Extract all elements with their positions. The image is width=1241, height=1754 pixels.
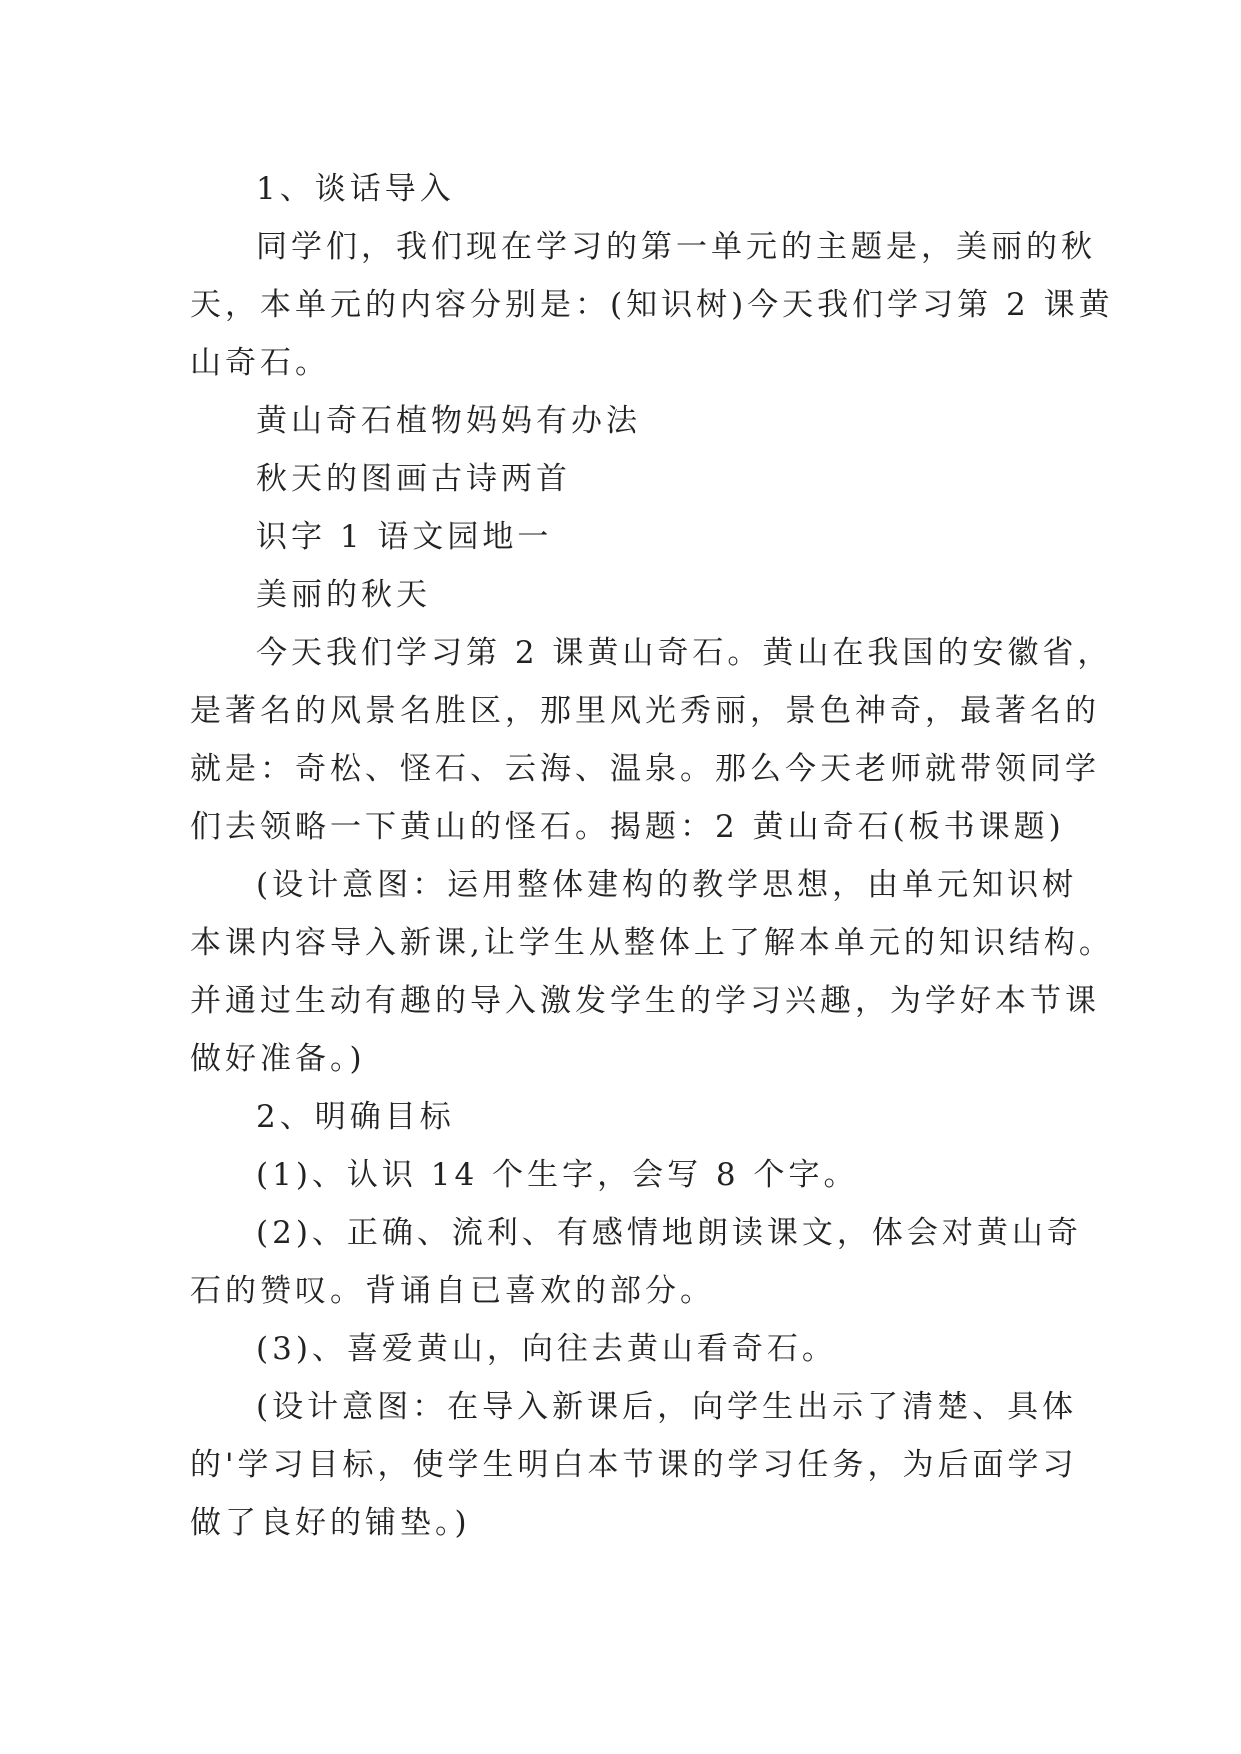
paragraph-line: 是著名的风景名胜区，那里风光秀丽，景色神奇，最著名的: [190, 693, 1100, 729]
unit-list-line: 秋天的图画古诗两首: [256, 461, 571, 497]
design-intent-line: 的'学习目标，使学生明白本节课的学习任务，为后面学习: [190, 1447, 1078, 1483]
document-body: [190, 160, 1114, 1552]
unit-list-line: 识字 1 语文园地一: [256, 519, 553, 555]
objective-line: (1)、认识 14 个生字，会写 8 个字。: [256, 1157, 859, 1193]
heading-objectives: 2、明确目标: [256, 1099, 455, 1135]
objective-line: (3)、喜爱黄山，向往去黄山看奇石。: [256, 1331, 837, 1367]
heading-introduction: 1、谈话导入: [256, 171, 455, 207]
design-intent-line: 做好准备。): [190, 1041, 366, 1077]
paragraph-line: 今天我们学习第 2 课黄山奇石。黄山在我国的安徽省，: [256, 635, 1113, 671]
design-intent-line: (设计意图：运用整体建构的教学思想，由单元知识树: [256, 867, 1078, 903]
objective-line: 石的赞叹。背诵自已喜欢的部分。: [190, 1273, 715, 1309]
unit-list-line: 美丽的秋天: [256, 577, 431, 613]
design-intent-line: 做了良好的铺垫。): [190, 1505, 471, 1541]
paragraph-line: 天，本单元的内容分别是：(知识树)今天我们学习第 2 课黄: [190, 287, 1114, 323]
paragraph-line: 就是：奇松、怪石、云海、温泉。那么今天老师就带领同学: [190, 751, 1100, 787]
paragraph-line: 同学们，我们现在学习的第一单元的主题是，美丽的秋: [256, 229, 1096, 265]
unit-list-line: 黄山奇石植物妈妈有办法: [256, 403, 641, 439]
paragraph-line: 们去领略一下黄山的怪石。揭题：2 黄山奇石(板书课题): [190, 809, 1065, 845]
objective-line: (2)、正确、流利、有感情地朗读课文，体会对黄山奇: [256, 1215, 1082, 1251]
design-intent-line: 并通过生动有趣的导入激发学生的学习兴趣，为学好本节课: [190, 983, 1100, 1019]
paragraph-line: 山奇石。: [190, 345, 330, 381]
design-intent-line: 本课内容导入新课,让学生从整体上了解本单元的知识结构。: [190, 925, 1114, 961]
design-intent-line: (设计意图：在导入新课后，向学生出示了清楚、具体: [256, 1389, 1078, 1425]
